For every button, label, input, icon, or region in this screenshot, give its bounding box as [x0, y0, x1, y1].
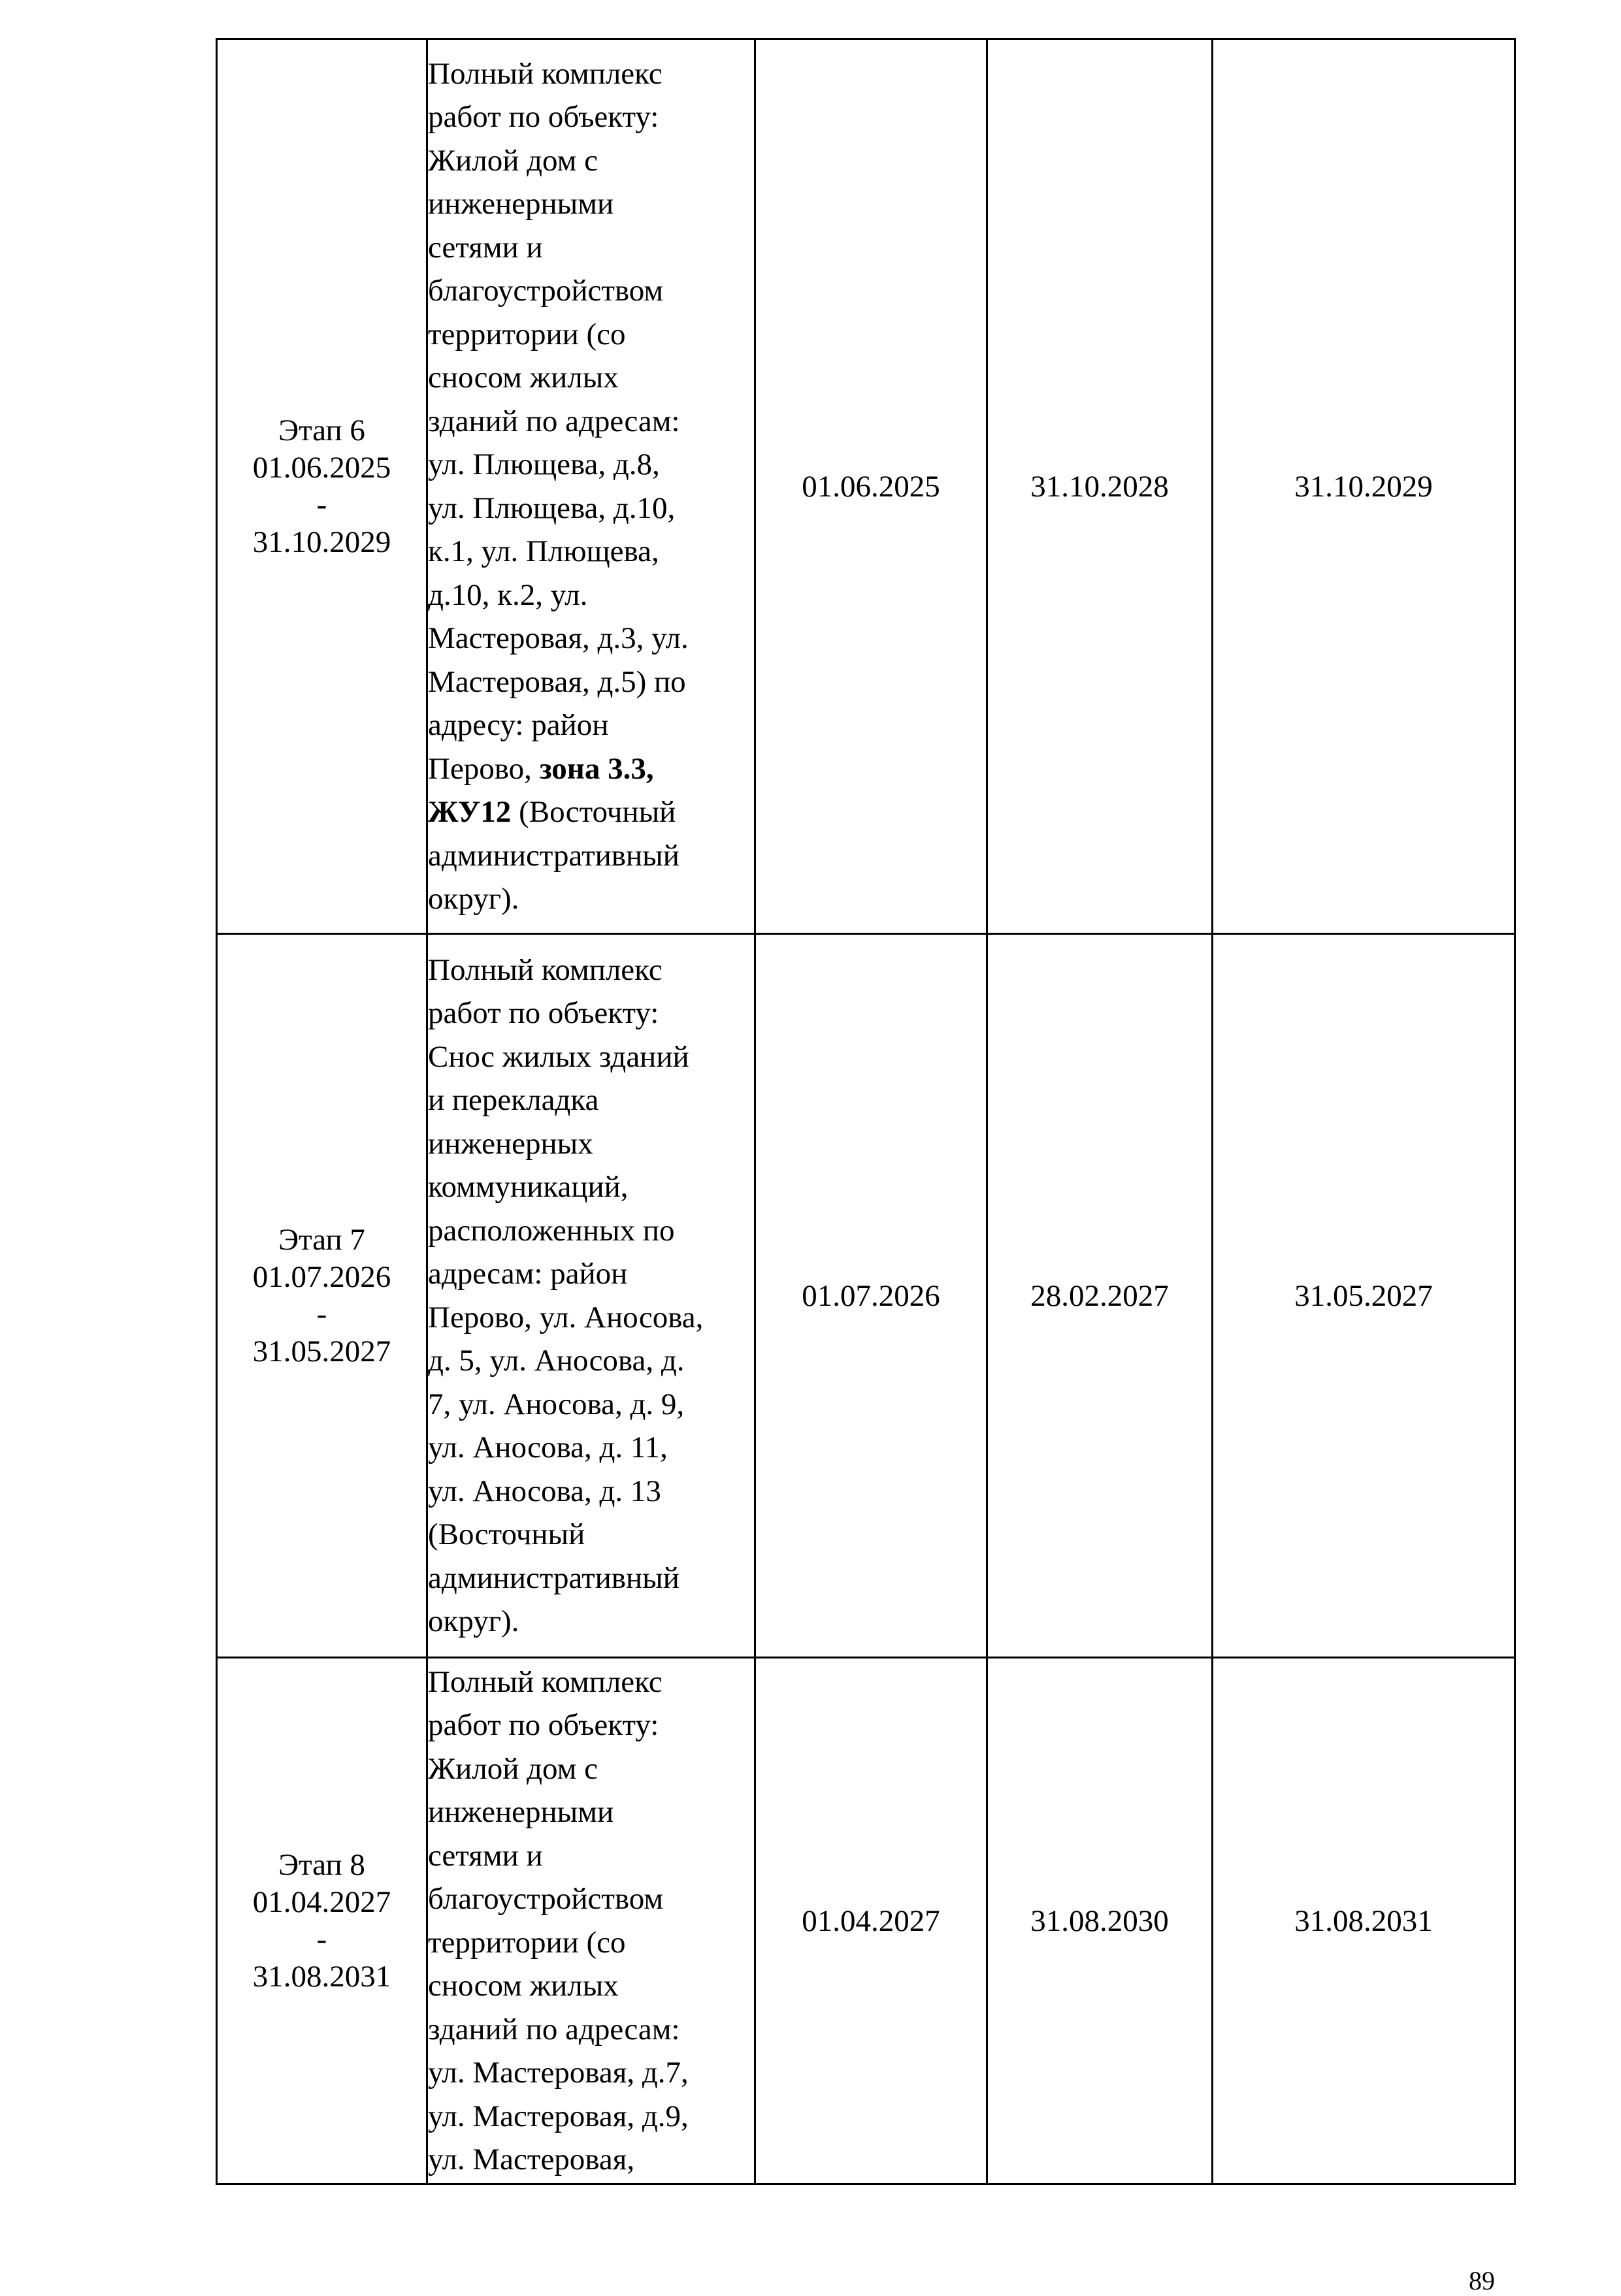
construction-stages-table: [216, 38, 1516, 2185]
description-text: инженерными: [428, 1795, 614, 1829]
description-text: Снос жилых зданий: [428, 1039, 689, 1074]
description-line: [428, 1426, 754, 1470]
stage-dash: -: [316, 1922, 327, 1956]
work-description: [427, 934, 755, 1658]
description-text: д. 5, ул. Аносова, д.: [428, 1344, 685, 1378]
description-line: [428, 95, 754, 139]
description-line: [428, 487, 754, 530]
stage-start-date: 01.06.2025: [252, 450, 391, 485]
description-line: [428, 182, 754, 226]
deadline-date-cell: 31.05.2027: [1213, 934, 1515, 1658]
stage-end-date: 31.10.2029: [252, 525, 391, 559]
description-line: [428, 443, 754, 487]
deadline-date-cell: 31.08.2031: [1213, 1658, 1515, 2184]
description-text: Мастеровая, д.5) по: [428, 664, 686, 699]
table-row: [217, 1658, 1515, 2184]
description-text: ул. Аносова, д. 11,: [428, 1431, 668, 1464]
stage-label: Этап 7: [278, 1222, 365, 1257]
description-text: адресам: район: [428, 1257, 628, 1291]
description-text: благоустройством: [428, 274, 664, 308]
description-text: ул. Мастеровая,: [428, 2142, 635, 2176]
completion-date-cell: 28.02.2027: [987, 934, 1213, 1658]
stage-start-date: 01.07.2026: [252, 1259, 391, 1294]
description-line: [428, 660, 754, 704]
description-text: округ).: [428, 1604, 519, 1638]
description-line: [428, 1747, 754, 1791]
description-line: [428, 877, 754, 921]
stage-label: Этап 6: [278, 413, 365, 447]
description-text: ул. Аносова, д. 13: [428, 1474, 661, 1508]
description-text: сносом жилых: [428, 1969, 619, 2003]
description-text: сетями и: [428, 230, 543, 265]
start-date-cell: 01.04.2027: [755, 1658, 987, 2184]
description-text: Полный комплекс: [428, 952, 663, 987]
description-line: [428, 1921, 754, 1965]
description-line: [428, 2138, 754, 2182]
description-line: [428, 1165, 754, 1209]
description-text: округ).: [428, 882, 519, 916]
description-line: [428, 1513, 754, 1557]
description-text: ул. Плющева, д.10,: [428, 491, 676, 525]
description-text: работ по объекту:: [428, 996, 659, 1030]
description-line: [428, 1296, 754, 1340]
description-text: коммуникаций,: [428, 1170, 629, 1204]
description-line: [428, 2008, 754, 2052]
stage-cell: [217, 934, 427, 1658]
description-line: [428, 1122, 754, 1166]
description-line: [428, 52, 754, 96]
work-description: [427, 39, 755, 934]
page-number: 89: [1469, 2266, 1495, 2295]
description-text: работ по объекту:: [428, 1708, 659, 1742]
description-text: и перекладка: [428, 1083, 599, 1117]
description-line: [428, 2095, 754, 2139]
description-text: (Восточный: [428, 1517, 585, 1551]
start-date-cell: 01.07.2026: [755, 934, 987, 1658]
description-text: Мастеровая, д.3, ул.: [428, 621, 689, 655]
description-text: инженерных: [428, 1126, 593, 1161]
description-line: [428, 2051, 754, 2095]
description-line: [428, 1557, 754, 1600]
description-line: [428, 356, 754, 400]
description-text: Жилой дом с: [428, 143, 598, 178]
stage-end-date: 31.08.2031: [252, 1959, 391, 1994]
description-text: Перово, ул. Аносова,: [428, 1300, 704, 1334]
description-text: Полный комплекс: [428, 56, 663, 91]
description-text: зданий по адресам:: [428, 404, 680, 438]
description-line: [428, 313, 754, 357]
description-text: административный: [428, 1560, 680, 1595]
description-line: [428, 992, 754, 1035]
description-text: расположенных по: [428, 1213, 675, 1248]
completion-date-cell: 31.10.2028: [987, 39, 1213, 934]
work-description: [427, 1658, 755, 2184]
description-text: благоустройством: [428, 1882, 664, 1916]
description-line: [428, 617, 754, 660]
description-text: 7, ул. Аносова, д. 9,: [428, 1387, 685, 1421]
stage-end-date: 31.05.2027: [252, 1334, 391, 1368]
description-line: [428, 1600, 754, 1643]
description-text: сетями и: [428, 1838, 543, 1873]
description-line: [428, 574, 754, 617]
description-line: [428, 400, 754, 444]
description-line: [428, 1078, 754, 1122]
description-text: д.10, к.2, ул.: [428, 577, 588, 612]
stage-cell: [217, 39, 427, 934]
description-line: [428, 1209, 754, 1253]
description-text: территории (со: [428, 317, 626, 351]
start-date-cell: 01.06.2025: [755, 39, 987, 934]
zone-reference: ЖУ12: [428, 795, 512, 829]
description-text: территории (со: [428, 1925, 626, 1960]
description-line: [428, 1383, 754, 1427]
description-text: Полный комплекс: [428, 1664, 663, 1699]
description-line: [428, 1790, 754, 1834]
zone-reference: зона 3.3,: [539, 751, 654, 786]
description-line: [428, 530, 754, 574]
description-line: [428, 1704, 754, 1747]
description-line: [428, 139, 754, 183]
stage-start-date: 01.04.2027: [252, 1884, 391, 1919]
description-line: [428, 834, 754, 878]
description-line: [428, 1660, 754, 1704]
table-row: [217, 934, 1515, 1658]
description-line: [428, 1252, 754, 1296]
description-line: [428, 1339, 754, 1383]
description-line: [428, 790, 754, 834]
description-line: [428, 747, 754, 791]
description-line: [428, 948, 754, 992]
description-line: [428, 1035, 754, 1079]
description-text: зданий по адресам:: [428, 2012, 680, 2046]
description-text: Перово,: [428, 751, 540, 786]
description-text: инженерными: [428, 187, 614, 221]
description-line: [428, 226, 754, 270]
description-text: ул. Мастеровая, д.9,: [428, 2099, 689, 2133]
stage-dash: -: [316, 1297, 327, 1331]
description-line: [428, 1834, 754, 1878]
stage-label: Этап 8: [278, 1847, 365, 1882]
description-text: сносом жилых: [428, 361, 619, 395]
description-text: ул. Мастеровая, д.7,: [428, 2056, 689, 2090]
description-text: работ по объекту:: [428, 100, 659, 134]
description-text: адресу: район: [428, 708, 609, 742]
description-text: (Восточный: [511, 795, 676, 829]
table-row: [217, 39, 1515, 934]
description-line: [428, 703, 754, 747]
completion-date-cell: 31.08.2030: [987, 1658, 1213, 2184]
description-line: [428, 1964, 754, 2008]
description-text: административный: [428, 838, 680, 873]
deadline-date-cell: 31.10.2029: [1213, 39, 1515, 934]
description-line: [428, 1877, 754, 1921]
stage-cell: [217, 1658, 427, 2184]
description-line: [428, 1470, 754, 1513]
stage-dash: -: [316, 487, 327, 522]
description-line: [428, 269, 754, 313]
description-text: к.1, ул. Плющева,: [428, 534, 659, 568]
description-text: Жилой дом с: [428, 1751, 598, 1786]
description-text: ул. Плющева, д.8,: [428, 447, 660, 481]
